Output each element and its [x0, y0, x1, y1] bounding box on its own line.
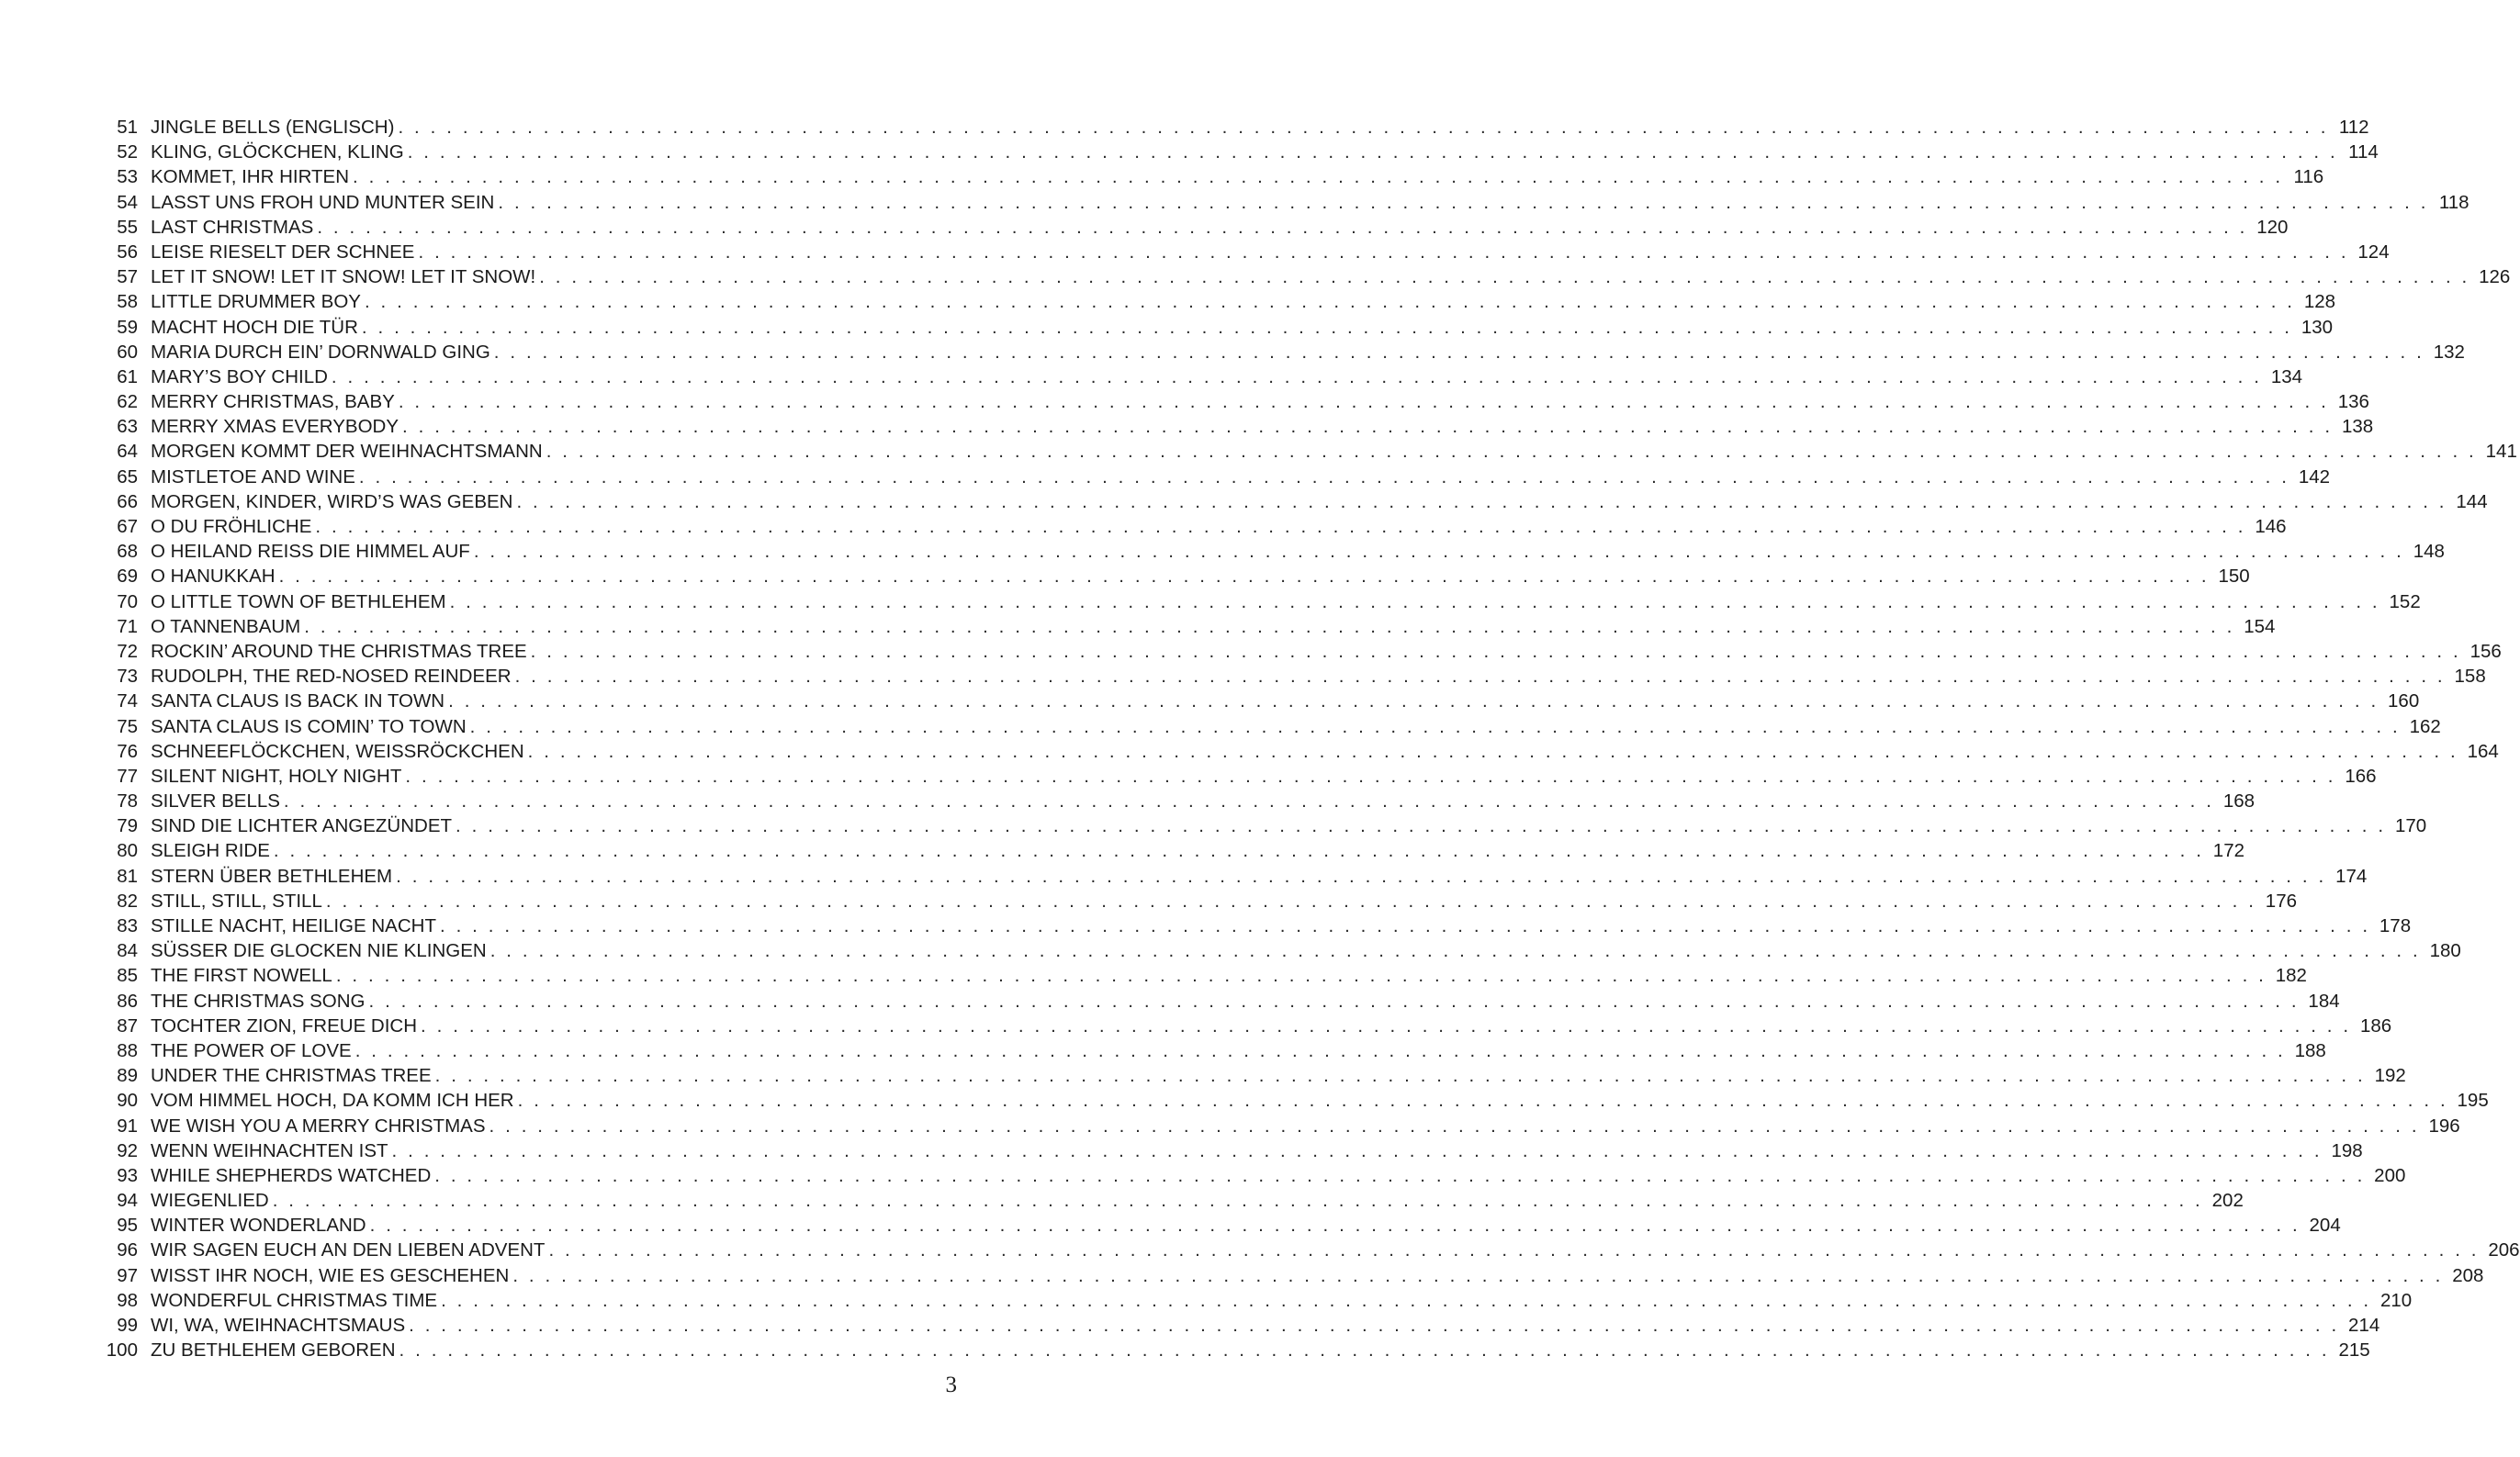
- toc-entry: [96, 890, 2298, 915]
- entry-page: 146: [2255, 516, 2287, 537]
- dot-leader: . . . . . . . . . . . . . . . . . . . . . . . . . . . . . . . . . . . . . . . . . . . . . . . . . . . . . . . . . . . . . . . . . . . . . . . . . . . . . . . . . . . . . . . . . . . . . . . . . . . . . . . . . . . . . . . . . . . . . . . .: [361, 316, 2293, 338]
- dot-leader: . . . . . . . . . . . . . . . . . . . . . . . . . . . . . . . . . . . . . . . . . . . . . . . . . . . . . . . . . . . . . . . . . . . . . . . . . . . . . . . . . . . . . . . . . . . . . . . . . . . . . . . . . . . . . . . . . . . . . . . .: [325, 890, 2257, 912]
- entry-page: 136: [2337, 391, 2369, 413]
- dot-leader: . . . . . . . . . . . . . . . . . . . . . . . . . . . . . . . . . . . . . . . . . . . . . . . . . . . . . . . . . . . . . . . . . . . . . . . . . . . . . . . . . . . . . . . . . . . . . . . . . . . . . . . . . . . . . . . . . . . . . . . .: [399, 1339, 2330, 1362]
- dot-leader: . . . . . . . . . . . . . . . . . . . . . . . . . . . . . . . . . . . . . . . . . . . . . . . . . . . . . . . . . . . . . . . . . . . . . . . . . . . . . . . . . . . . . . . . . . . . . . . . . . . . . . . . . . . . . . . . . . . . . . . .: [456, 815, 2387, 837]
- toc-entry: [96, 1339, 2370, 1364]
- entry-page: 126: [2479, 266, 2511, 288]
- entry-number: 99: [117, 1315, 138, 1336]
- entry-page: 206: [2488, 1239, 2520, 1261]
- toc-entry: [96, 915, 2412, 940]
- entry-number: 52: [117, 141, 138, 163]
- entry-number: 76: [117, 740, 138, 762]
- entry-number: 93: [117, 1164, 138, 1186]
- dot-leader: . . . . . . . . . . . . . . . . . . . . . . . . . . . . . . . . . . . . . . . . . . . . . . . . . . . . . . . . . . . . . . . . . . . . . . . . . . . . . . . . . . . . . . . . . . . . . . . . . . . . . . . . . . . . . . . . . . . . . . . .: [527, 740, 2458, 762]
- dot-leader: . . . . . . . . . . . . . . . . . . . . . . . . . . . . . . . . . . . . . . . . . . . . . . . . . . . . . . . . . . . . . . . . . . . . . . . . . . . . . . . . . . . . . . . . . . . . . . . . . . . . . . . . . . . . . . . . . . . . . . . .: [354, 1039, 2286, 1061]
- entry-page: 170: [2394, 815, 2427, 837]
- entry-number: 65: [117, 465, 138, 488]
- entry-number: 74: [117, 690, 138, 712]
- entry-title: WIEGENLIED: [151, 1190, 269, 1212]
- entry-title: WHILE SHEPHERDS WATCHED: [151, 1164, 432, 1186]
- entry-title: SILVER BELLS: [151, 790, 280, 813]
- entry-title: MISTLETOE AND WINE: [151, 465, 355, 488]
- entry-number: 77: [117, 765, 138, 787]
- entry-page: 192: [2374, 1065, 2406, 1087]
- toc-entry: [96, 1014, 2392, 1040]
- toc-entry: [96, 441, 2517, 465]
- toc-entry: [96, 1215, 2341, 1239]
- toc-entry: [96, 1065, 2406, 1090]
- entry-title: WINTER WONDERLAND: [151, 1215, 366, 1237]
- entry-number: 51: [117, 117, 138, 138]
- entry-title: WENN WEIHNACHTEN IST: [151, 1139, 388, 1161]
- dot-leader: . . . . . . . . . . . . . . . . . . . . . . . . . . . . . . . . . . . . . . . . . . . . . . . . . . . . . . . . . . . . . . . . . . . . . . . . . . . . . . . . . . . . . . . . . . . . . . . . . . . . . . . . . . . . . . . . . . . . . . . .: [273, 840, 2205, 862]
- entry-page: 134: [2270, 365, 2303, 387]
- entry-number: 82: [117, 890, 138, 912]
- dot-leader: . . . . . . . . . . . . . . . . . . . . . . . . . . . . . . . . . . . . . . . . . . . . . . . . . . . . . . . . . . . . . . . . . . . . . . . . . . . . . . . . . . . . . . . . . . . . . . . . . . . . . . . . . . . . . . . . . . . . . . . .: [434, 1065, 2366, 1087]
- entry-page: 180: [2429, 940, 2461, 962]
- dot-leader: . . . . . . . . . . . . . . . . . . . . . . . . . . . . . . . . . . . . . . . . . . . . . . . . . . . . . . . . . . . . . . . . . . . . . . . . . . . . . . . . . . . . . . . . . . . . . . . . . . . . . . . . . . . . . . . . . . . . . . . .: [358, 465, 2290, 488]
- entry-page: 148: [2413, 541, 2445, 563]
- dot-leader: . . . . . . . . . . . . . . . . . . . . . . . . . . . . . . . . . . . . . . . . . . . . . . . . . . . . . . . . . . . . . . . . . . . . . . . . . . . . . . . . . . . . . . . . . . . . . . . . . . . . . . . . . . . . . . . . . . . . . . . .: [278, 566, 2210, 588]
- dot-leader: . . . . . . . . . . . . . . . . . . . . . . . . . . . . . . . . . . . . . . . . . . . . . . . . . . . . . . . . . . . . . . . . . . . . . . . . . . . . . . . . . . . . . . . . . . . . . . . . . . . . . . . . . . . . . . . . . . . . . . . .: [448, 690, 2379, 712]
- toc-entry: [96, 166, 2324, 191]
- entry-page: 141: [2485, 441, 2517, 463]
- toc-entry: [96, 990, 2340, 1015]
- dot-leader: . . . . . . . . . . . . . . . . . . . . . . . . . . . . . . . . . . . . . . . . . . . . . . . . . . . . . . . . . . . . . . . . . . . . . . . . . . . . . . . . . . . . . . . . . . . . . . . . . . . . . . . . . . . . . . . . . . . . . . . .: [421, 1014, 2352, 1037]
- dot-leader: . . . . . . . . . . . . . . . . . . . . . . . . . . . . . . . . . . . . . . . . . . . . . . . . . . . . . . . . . . . . . . . . . . . . . . . . . . . . . . . . . . . . . . . . . . . . . . . . . . . . . . . . . . . . . . . . . . . . . . . .: [418, 241, 2349, 263]
- entry-number: 96: [117, 1239, 138, 1261]
- toc-entry: [96, 416, 2374, 441]
- entry-number: 98: [117, 1289, 138, 1311]
- dot-leader: . . . . . . . . . . . . . . . . . . . . . . . . . . . . . . . . . . . . . . . . . . . . . . . . . . . . . . . . . . . . . . . . . . . . . . . . . . . . . . . . . . . . . . . . . . . . . . . . . . . . . . . . . . . . . . . . . . . . . . . .: [539, 266, 2470, 288]
- entry-title: MACHT HOCH DIE TÜR: [151, 316, 358, 338]
- entry-number: 63: [117, 416, 138, 438]
- toc-entry: [96, 1090, 2489, 1115]
- dot-leader: . . . . . . . . . . . . . . . . . . . . . . . . . . . . . . . . . . . . . . . . . . . . . . . . . . . . . . . . . . . . . . . . . . . . . . . . . . . . . . . . . . . . . . . . . . . . . . . . . . . . . . . . . . . . . . . . . . . . . . . .: [317, 216, 2248, 238]
- entry-page: 154: [2244, 615, 2276, 637]
- toc-entry: [96, 965, 2307, 990]
- toc-entry: [96, 640, 2502, 666]
- entry-title: LAST CHRISTMAS: [151, 216, 314, 238]
- entry-title: THE FIRST NOWELL: [151, 965, 332, 987]
- entry-page: 174: [2335, 865, 2368, 887]
- dot-leader: . . . . . . . . . . . . . . . . . . . . . . . . . . . . . . . . . . . . . . . . . . . . . . . . . . . . . . . . . . . . . . . . . . . . . . . . . . . . . . . . . . . . . . . . . . . . . . . . . . . . . . . . . . . . . . . . . . . . . . . .: [517, 1090, 2448, 1112]
- toc-entry: [96, 840, 2245, 865]
- entry-title: SANTA CLAUS IS COMIN’ TO TOWN: [151, 715, 467, 737]
- entry-title: LET IT SNOW! LET IT SNOW! LET IT SNOW!: [151, 266, 536, 288]
- entry-number: 72: [117, 640, 138, 662]
- entry-title: STERN ÜBER BETHLEHEM: [151, 865, 393, 887]
- dot-leader: . . . . . . . . . . . . . . . . . . . . . . . . . . . . . . . . . . . . . . . . . . . . . . . . . . . . . . . . . . . . . . . . . . . . . . . . . . . . . . . . . . . . . . . . . . . . . . . . . . . . . . . . . . . . . . . . . . . . . . . .: [546, 441, 2477, 463]
- entry-title: ROCKIN’ AROUND THE CHRISTMAS TREE: [151, 640, 527, 662]
- toc-entry: [96, 615, 2276, 641]
- entry-title: MERRY XMAS EVERYBODY: [151, 416, 399, 438]
- entry-page: 152: [2389, 590, 2421, 612]
- entry-page: 215: [2338, 1339, 2370, 1362]
- entry-page: 195: [2457, 1090, 2489, 1112]
- entry-page: 208: [2452, 1264, 2484, 1286]
- entry-number: 73: [117, 666, 138, 688]
- toc-entry: [96, 1164, 2406, 1190]
- entry-page: 132: [2433, 341, 2465, 363]
- entry-page: 164: [2467, 740, 2499, 762]
- toc-entry: [96, 865, 2368, 891]
- entry-page: 142: [2298, 465, 2331, 488]
- entry-title: O HANUKKAH: [151, 566, 276, 588]
- toc-entry: [96, 141, 2379, 166]
- toc-entry: [96, 1315, 2380, 1339]
- entry-number: 83: [117, 915, 138, 936]
- entry-number: 90: [117, 1090, 138, 1112]
- entry-page: 202: [2211, 1190, 2244, 1212]
- dot-leader: . . . . . . . . . . . . . . . . . . . . . . . . . . . . . . . . . . . . . . . . . . . . . . . . . . . . . . . . . . . . . . . . . . . . . . . . . . . . . . . . . . . . . . . . . . . . . . . . . . . . . . . . . . . . . . . . . . . . . . . .: [391, 1139, 2323, 1161]
- entry-number: 95: [117, 1215, 138, 1237]
- entry-title: RUDOLPH, THE RED-NOSED REINDEER: [151, 666, 512, 688]
- entry-title: UNDER THE CHRISTMAS TREE: [151, 1065, 432, 1087]
- page-number: 3: [945, 1373, 957, 1397]
- entry-title: LITTLE DRUMMER BOY: [151, 291, 361, 313]
- dot-leader: . . . . . . . . . . . . . . . . . . . . . . . . . . . . . . . . . . . . . . . . . . . . . . . . . . . . . . . . . . . . . . . . . . . . . . . . . . . . . . . . . . . . . . . . . . . . . . . . . . . . . . . . . . . . . . . . . . . . . . . .: [498, 191, 2429, 213]
- toc-entry: [96, 815, 2427, 840]
- entry-page: 184: [2308, 990, 2340, 1012]
- dot-leader: . . . . . . . . . . . . . . . . . . . . . . . . . . . . . . . . . . . . . . . . . . . . . . . . . . . . . . . . . . . . . . . . . . . . . . . . . . . . . . . . . . . . . . . . . . . . . . . . . . . . . . . . . . . . . . . . . . . . . . . .: [398, 117, 2329, 138]
- entry-page: 166: [2345, 765, 2377, 787]
- entry-page: 130: [2301, 316, 2334, 338]
- entry-number: 60: [117, 341, 138, 363]
- dot-leader: . . . . . . . . . . . . . . . . . . . . . . . . . . . . . . . . . . . . . . . . . . . . . . . . . . . . . . . . . . . . . . . . . . . . . . . . . . . . . . . . . . . . . . . . . . . . . . . . . . . . . . . . . . . . . . . . . . . . . . . .: [530, 640, 2461, 662]
- entry-title: MARY’S BOY CHILD: [151, 365, 328, 387]
- entry-number: 97: [117, 1264, 138, 1286]
- entry-page: 204: [2309, 1215, 2341, 1237]
- toc-entry: [96, 341, 2465, 366]
- dot-leader: . . . . . . . . . . . . . . . . . . . . . . . . . . . . . . . . . . . . . . . . . . . . . . . . . . . . . . . . . . . . . . . . . . . . . . . . . . . . . . . . . . . . . . . . . . . . . . . . . . . . . . . . . . . . . . . . . . . . . . . .: [353, 166, 2284, 188]
- entry-title: VOM HIMMEL HOCH, DA KOMM ICH HER: [151, 1090, 514, 1112]
- dot-leader: . . . . . . . . . . . . . . . . . . . . . . . . . . . . . . . . . . . . . . . . . . . . . . . . . . . . . . . . . . . . . . . . . . . . . . . . . . . . . . . . . . . . . . . . . . . . . . . . . . . . . . . . . . . . . . . . . . . . . . . .: [512, 1264, 2444, 1286]
- toc-entry: [96, 940, 2461, 965]
- toc-entry: [96, 291, 2336, 316]
- entry-number: 78: [117, 790, 138, 813]
- entry-number: 58: [117, 291, 138, 313]
- dot-leader: . . . . . . . . . . . . . . . . . . . . . . . . . . . . . . . . . . . . . . . . . . . . . . . . . . . . . . . . . . . . . . . . . . . . . . . . . . . . . . . . . . . . . . . . . . . . . . . . . . . . . . . . . . . . . . . . . . . . . . . .: [489, 1115, 2420, 1137]
- dot-leader: . . . . . . . . . . . . . . . . . . . . . . . . . . . . . . . . . . . . . . . . . . . . . . . . . . . . . . . . . . . . . . . . . . . . . . . . . . . . . . . . . . . . . . . . . . . . . . . . . . . . . . . . . . . . . . . . . . . . . . . .: [368, 990, 2300, 1012]
- toc-entry: [96, 316, 2334, 342]
- toc-entry: [96, 1264, 2484, 1290]
- toc-entry: [96, 365, 2303, 391]
- entry-title: SIND DIE LICHTER ANGEZÜNDET: [151, 815, 453, 837]
- entry-page: 196: [2428, 1115, 2460, 1137]
- toc-entry: [96, 191, 2469, 217]
- dot-leader: . . . . . . . . . . . . . . . . . . . . . . . . . . . . . . . . . . . . . . . . . . . . . . . . . . . . . . . . . . . . . . . . . . . . . . . . . . . . . . . . . . . . . . . . . . . . . . . . . . . . . . . . . . . . . . . . . . . . . . . .: [514, 666, 2446, 688]
- entry-number: 88: [117, 1039, 138, 1061]
- entry-title: WIR SAGEN EUCH AN DEN LIEBEN ADVENT: [151, 1239, 546, 1261]
- toc-entry: [96, 715, 2441, 741]
- entry-page: 178: [2379, 915, 2412, 936]
- entry-number: 55: [117, 216, 138, 238]
- dot-leader: . . . . . . . . . . . . . . . . . . . . . . . . . . . . . . . . . . . . . . . . . . . . . . . . . . . . . . . . . . . . . . . . . . . . . . . . . . . . . . . . . . . . . . . . . . . . . . . . . . . . . . . . . . . . . . . . . . . . . . . .: [441, 1289, 2372, 1311]
- entry-title: O TANNENBAUM: [151, 615, 301, 637]
- entry-title: LASST UNS FROH UND MUNTER SEIN: [151, 191, 495, 213]
- entry-page: 214: [2348, 1315, 2380, 1336]
- dot-leader: . . . . . . . . . . . . . . . . . . . . . . . . . . . . . . . . . . . . . . . . . . . . . . . . . . . . . . . . . . . . . . . . . . . . . . . . . . . . . . . . . . . . . . . . . . . . . . . . . . . . . . . . . . . . . . . . . . . . . . . .: [396, 865, 2327, 887]
- dot-leader: . . . . . . . . . . . . . . . . . . . . . . . . . . . . . . . . . . . . . . . . . . . . . . . . . . . . . . . . . . . . . . . . . . . . . . . . . . . . . . . . . . . . . . . . . . . . . . . . . . . . . . . . . . . . . . . . . . . . . . . .: [335, 965, 2267, 987]
- toc-entry: [96, 566, 2250, 590]
- entry-number: 92: [117, 1139, 138, 1161]
- toc-entry: [96, 117, 2369, 141]
- dot-leader: . . . . . . . . . . . . . . . . . . . . . . . . . . . . . . . . . . . . . . . . . . . . . . . . . . . . . . . . . . . . . . . . . . . . . . . . . . . . . . . . . . . . . . . . . . . . . . . . . . . . . . . . . . . . . . . . . . . . . . . .: [364, 291, 2296, 313]
- entry-title: WISST IHR NOCH, WIE ES GESCHEHEN: [151, 1264, 510, 1286]
- toc-entry: [96, 216, 2289, 241]
- dot-leader: . . . . . . . . . . . . . . . . . . . . . . . . . . . . . . . . . . . . . . . . . . . . . . . . . . . . . . . . . . . . . . . . . . . . . . . . . . . . . . . . . . . . . . . . . . . . . . . . . . . . . . . . . . . . . . . . . . . . . . . .: [489, 940, 2421, 962]
- dot-leader: . . . . . . . . . . . . . . . . . . . . . . . . . . . . . . . . . . . . . . . . . . . . . . . . . . . . . . . . . . . . . . . . . . . . . . . . . . . . . . . . . . . . . . . . . . . . . . . . . . . . . . . . . . . . . . . . . . . . . . . .: [405, 765, 2336, 787]
- toc-entry: [96, 790, 2256, 815]
- toc-entry: [96, 1115, 2460, 1140]
- entry-number: 80: [117, 840, 138, 862]
- entry-title: WONDERFUL CHRISTMAS TIME: [151, 1289, 438, 1311]
- entry-page: 176: [2265, 890, 2298, 912]
- entry-title: SILENT NIGHT, HOLY NIGHT: [151, 765, 402, 787]
- entry-number: 68: [117, 541, 138, 563]
- toc-entry: [96, 1039, 2326, 1065]
- dot-leader: . . . . . . . . . . . . . . . . . . . . . . . . . . . . . . . . . . . . . . . . . . . . . . . . . . . . . . . . . . . . . . . . . . . . . . . . . . . . . . . . . . . . . . . . . . . . . . . . . . . . . . . . . . . . . . . . . . . . . . . .: [516, 490, 2447, 512]
- entry-page: 188: [2294, 1039, 2326, 1061]
- entry-number: 70: [117, 590, 138, 612]
- dot-leader: . . . . . . . . . . . . . . . . . . . . . . . . . . . . . . . . . . . . . . . . . . . . . . . . . . . . . . . . . . . . . . . . . . . . . . . . . . . . . . . . . . . . . . . . . . . . . . . . . . . . . . . . . . . . . . . . . . . . . . . .: [398, 391, 2329, 413]
- entry-page: 138: [2341, 416, 2374, 438]
- entry-number: 62: [117, 391, 138, 413]
- entry-number: 54: [117, 191, 138, 213]
- entry-number: 100: [106, 1339, 138, 1362]
- entry-title: O DU FRÖHLICHE: [151, 516, 312, 537]
- entry-page: 172: [2212, 840, 2245, 862]
- entry-number: 94: [117, 1190, 138, 1212]
- entry-title: KLING, GLÖCKCHEN, KLING: [151, 141, 404, 163]
- toc-entry: [96, 1239, 2520, 1264]
- entry-page: 168: [2222, 790, 2256, 813]
- entry-number: 91: [117, 1115, 138, 1137]
- entry-number: 59: [117, 316, 138, 338]
- toc-entry: [96, 490, 2488, 516]
- toc-entry: [96, 241, 2390, 266]
- toc-entry: [96, 666, 2486, 690]
- dot-leader: . . . . . . . . . . . . . . . . . . . . . . . . . . . . . . . . . . . . . . . . . . . . . . . . . . . . . . . . . . . . . . . . . . . . . . . . . . . . . . . . . . . . . . . . . . . . . . . . . . . . . . . . . . . . . . . . . . . . . . . .: [304, 615, 2235, 637]
- entry-page: 210: [2380, 1289, 2413, 1311]
- entry-title: STILL, STILL, STILL: [151, 890, 322, 912]
- dot-leader: . . . . . . . . . . . . . . . . . . . . . . . . . . . . . . . . . . . . . . . . . . . . . . . . . . . . . . . . . . . . . . . . . . . . . . . . . . . . . . . . . . . . . . . . . . . . . . . . . . . . . . . . . . . . . . . . . . . . . . . .: [469, 715, 2401, 737]
- toc-entry: [96, 740, 2499, 766]
- entry-number: 61: [117, 365, 138, 387]
- entry-title: JINGLE BELLS (ENGLISCH): [151, 117, 395, 138]
- dot-leader: . . . . . . . . . . . . . . . . . . . . . . . . . . . . . . . . . . . . . . . . . . . . . . . . . . . . . . . . . . . . . . . . . . . . . . . . . . . . . . . . . . . . . . . . . . . . . . . . . . . . . . . . . . . . . . . . . . . . . . . .: [369, 1215, 2301, 1237]
- toc-entry: [96, 266, 2511, 291]
- entry-number: 57: [117, 266, 138, 288]
- entry-page: 124: [2357, 241, 2390, 263]
- entry-title: STILLE NACHT, HEILIGE NACHT: [151, 915, 436, 936]
- toc-entry: [96, 541, 2445, 566]
- entry-title: SANTA CLAUS IS BACK IN TOWN: [151, 690, 445, 712]
- entry-title: TOCHTER ZION, FREUE DICH: [151, 1014, 418, 1037]
- dot-leader: . . . . . . . . . . . . . . . . . . . . . . . . . . . . . . . . . . . . . . . . . . . . . . . . . . . . . . . . . . . . . . . . . . . . . . . . . . . . . . . . . . . . . . . . . . . . . . . . . . . . . . . . . . . . . . . . . . . . . . . .: [283, 790, 2215, 813]
- entry-page: 162: [2409, 715, 2441, 737]
- entry-number: 87: [117, 1014, 138, 1037]
- entry-title: SCHNEEFLÖCKCHEN, WEISSRÖCKCHEN: [151, 740, 524, 762]
- entry-title: MARIA DURCH EIN’ DORNWALD GING: [151, 341, 490, 363]
- dot-leader: . . . . . . . . . . . . . . . . . . . . . . . . . . . . . . . . . . . . . . . . . . . . . . . . . . . . . . . . . . . . . . . . . . . . . . . . . . . . . . . . . . . . . . . . . . . . . . . . . . . . . . . . . . . . . . . . . . . . . . . .: [315, 516, 2246, 537]
- entry-title: THE POWER OF LOVE: [151, 1039, 352, 1061]
- entry-title: O HEILAND REISS DIE HIMMEL AUF: [151, 541, 470, 563]
- dot-leader: . . . . . . . . . . . . . . . . . . . . . . . . . . . . . . . . . . . . . . . . . . . . . . . . . . . . . . . . . . . . . . . . . . . . . . . . . . . . . . . . . . . . . . . . . . . . . . . . . . . . . . . . . . . . . . . . . . . . . . . .: [402, 416, 2334, 438]
- entry-number: 66: [117, 490, 138, 512]
- entry-title: O LITTLE TOWN OF BETHLEHEM: [151, 590, 446, 612]
- dot-leader: . . . . . . . . . . . . . . . . . . . . . . . . . . . . . . . . . . . . . . . . . . . . . . . . . . . . . . . . . . . . . . . . . . . . . . . . . . . . . . . . . . . . . . . . . . . . . . . . . . . . . . . . . . . . . . . . . . . . . . . .: [407, 141, 2338, 163]
- dot-leader: . . . . . . . . . . . . . . . . . . . . . . . . . . . . . . . . . . . . . . . . . . . . . . . . . . . . . . . . . . . . . . . . . . . . . . . . . . . . . . . . . . . . . . . . . . . . . . . . . . . . . . . . . . . . . . . . . . . . . . . .: [331, 365, 2263, 387]
- entry-title: ZU BETHLEHEM GEBOREN: [151, 1339, 396, 1362]
- entry-page: 186: [2359, 1014, 2392, 1037]
- entry-page: 200: [2374, 1164, 2406, 1186]
- dot-leader: . . . . . . . . . . . . . . . . . . . . . . . . . . . . . . . . . . . . . . . . . . . . . . . . . . . . . . . . . . . . . . . . . . . . . . . . . . . . . . . . . . . . . . . . . . . . . . . . . . . . . . . . . . . . . . . . . . . . . . . .: [493, 341, 2424, 363]
- entry-page: 128: [2303, 291, 2336, 313]
- entry-page: 158: [2454, 666, 2486, 688]
- entry-number: 85: [117, 965, 138, 987]
- toc-entry: [96, 590, 2421, 616]
- dot-leader: . . . . . . . . . . . . . . . . . . . . . . . . . . . . . . . . . . . . . . . . . . . . . . . . . . . . . . . . . . . . . . . . . . . . . . . . . . . . . . . . . . . . . . . . . . . . . . . . . . . . . . . . . . . . . . . . . . . . . . . .: [449, 590, 2380, 612]
- entry-title: SÜSSER DIE GLOCKEN NIE KLINGEN: [151, 940, 487, 962]
- entry-number: 89: [117, 1065, 138, 1087]
- entry-title: KOMMET, IHR HIRTEN: [151, 166, 350, 188]
- entry-number: 81: [117, 865, 138, 887]
- dot-leader: . . . . . . . . . . . . . . . . . . . . . . . . . . . . . . . . . . . . . . . . . . . . . . . . . . . . . . . . . . . . . . . . . . . . . . . . . . . . . . . . . . . . . . . . . . . . . . . . . . . . . . . . . . . . . . . . . . . . . . . .: [473, 541, 2404, 563]
- dot-leader: . . . . . . . . . . . . . . . . . . . . . . . . . . . . . . . . . . . . . . . . . . . . . . . . . . . . . . . . . . . . . . . . . . . . . . . . . . . . . . . . . . . . . . . . . . . . . . . . . . . . . . . . . . . . . . . . . . . . . . . .: [439, 915, 2371, 936]
- dot-leader: . . . . . . . . . . . . . . . . . . . . . . . . . . . . . . . . . . . . . . . . . . . . . . . . . . . . . . . . . . . . . . . . . . . . . . . . . . . . . . . . . . . . . . . . . . . . . . . . . . . . . . . . . . . . . . . . . . . . . . . .: [548, 1239, 2480, 1261]
- entry-page: 144: [2456, 490, 2488, 512]
- entry-number: 53: [117, 166, 138, 188]
- toc-entry: [96, 1139, 2363, 1165]
- entry-number: 86: [117, 990, 138, 1012]
- entry-number: 84: [117, 940, 138, 962]
- entry-title: MORGEN KOMMT DER WEIHNACHTSMANN: [151, 441, 543, 463]
- entry-title: WE WISH YOU A MERRY CHRISTMAS: [151, 1115, 486, 1137]
- toc-entry: [96, 690, 2420, 715]
- entry-number: 75: [117, 715, 138, 737]
- entry-number: 64: [117, 441, 138, 463]
- entry-page: 116: [2293, 166, 2324, 188]
- entry-title: MERRY CHRISTMAS, BABY: [151, 391, 395, 413]
- table-of-contents: [96, 117, 2520, 1364]
- dot-leader: . . . . . . . . . . . . . . . . . . . . . . . . . . . . . . . . . . . . . . . . . . . . . . . . . . . . . . . . . . . . . . . . . . . . . . . . . . . . . . . . . . . . . . . . . . . . . . . . . . . . . . . . . . . . . . . . . . . . . . . .: [409, 1315, 2340, 1336]
- entry-page: 198: [2331, 1139, 2363, 1161]
- entry-number: 56: [117, 241, 138, 263]
- entry-page: 156: [2469, 640, 2502, 662]
- entry-title: THE CHRISTMAS SONG: [151, 990, 366, 1012]
- dot-leader: . . . . . . . . . . . . . . . . . . . . . . . . . . . . . . . . . . . . . . . . . . . . . . . . . . . . . . . . . . . . . . . . . . . . . . . . . . . . . . . . . . . . . . . . . . . . . . . . . . . . . . . . . . . . . . . . . . . . . . . .: [434, 1164, 2366, 1186]
- entry-page: 112: [2338, 117, 2369, 138]
- toc-entry: [96, 765, 2377, 790]
- entry-page: 150: [2218, 566, 2250, 588]
- toc-entry: [96, 1289, 2413, 1315]
- entry-title: SLEIGH RIDE: [151, 840, 270, 862]
- entry-title: MORGEN, KINDER, WIRD’S WAS GEBEN: [151, 490, 513, 512]
- entry-number: 71: [117, 615, 138, 637]
- entry-page: 114: [2348, 141, 2379, 163]
- entry-number: 79: [117, 815, 138, 837]
- entry-title: WI, WA, WEIHNACHTSMAUS: [151, 1315, 406, 1336]
- dot-leader: . . . . . . . . . . . . . . . . . . . . . . . . . . . . . . . . . . . . . . . . . . . . . . . . . . . . . . . . . . . . . . . . . . . . . . . . . . . . . . . . . . . . . . . . . . . . . . . . . . . . . . . . . . . . . . . . . . . . . . . .: [272, 1190, 2203, 1212]
- toc-entry: [96, 391, 2369, 416]
- toc-entry: [96, 465, 2331, 491]
- entry-page: 182: [2275, 965, 2307, 987]
- toc-entry: [96, 1190, 2244, 1215]
- entry-number: 67: [117, 516, 138, 537]
- entry-page: 160: [2388, 690, 2420, 712]
- entry-page: 120: [2256, 216, 2289, 238]
- entry-title: LEISE RIESELT DER SCHNEE: [151, 241, 415, 263]
- entry-number: 69: [117, 566, 138, 588]
- entry-page: 118: [2438, 191, 2469, 213]
- toc-entry: [96, 516, 2287, 541]
